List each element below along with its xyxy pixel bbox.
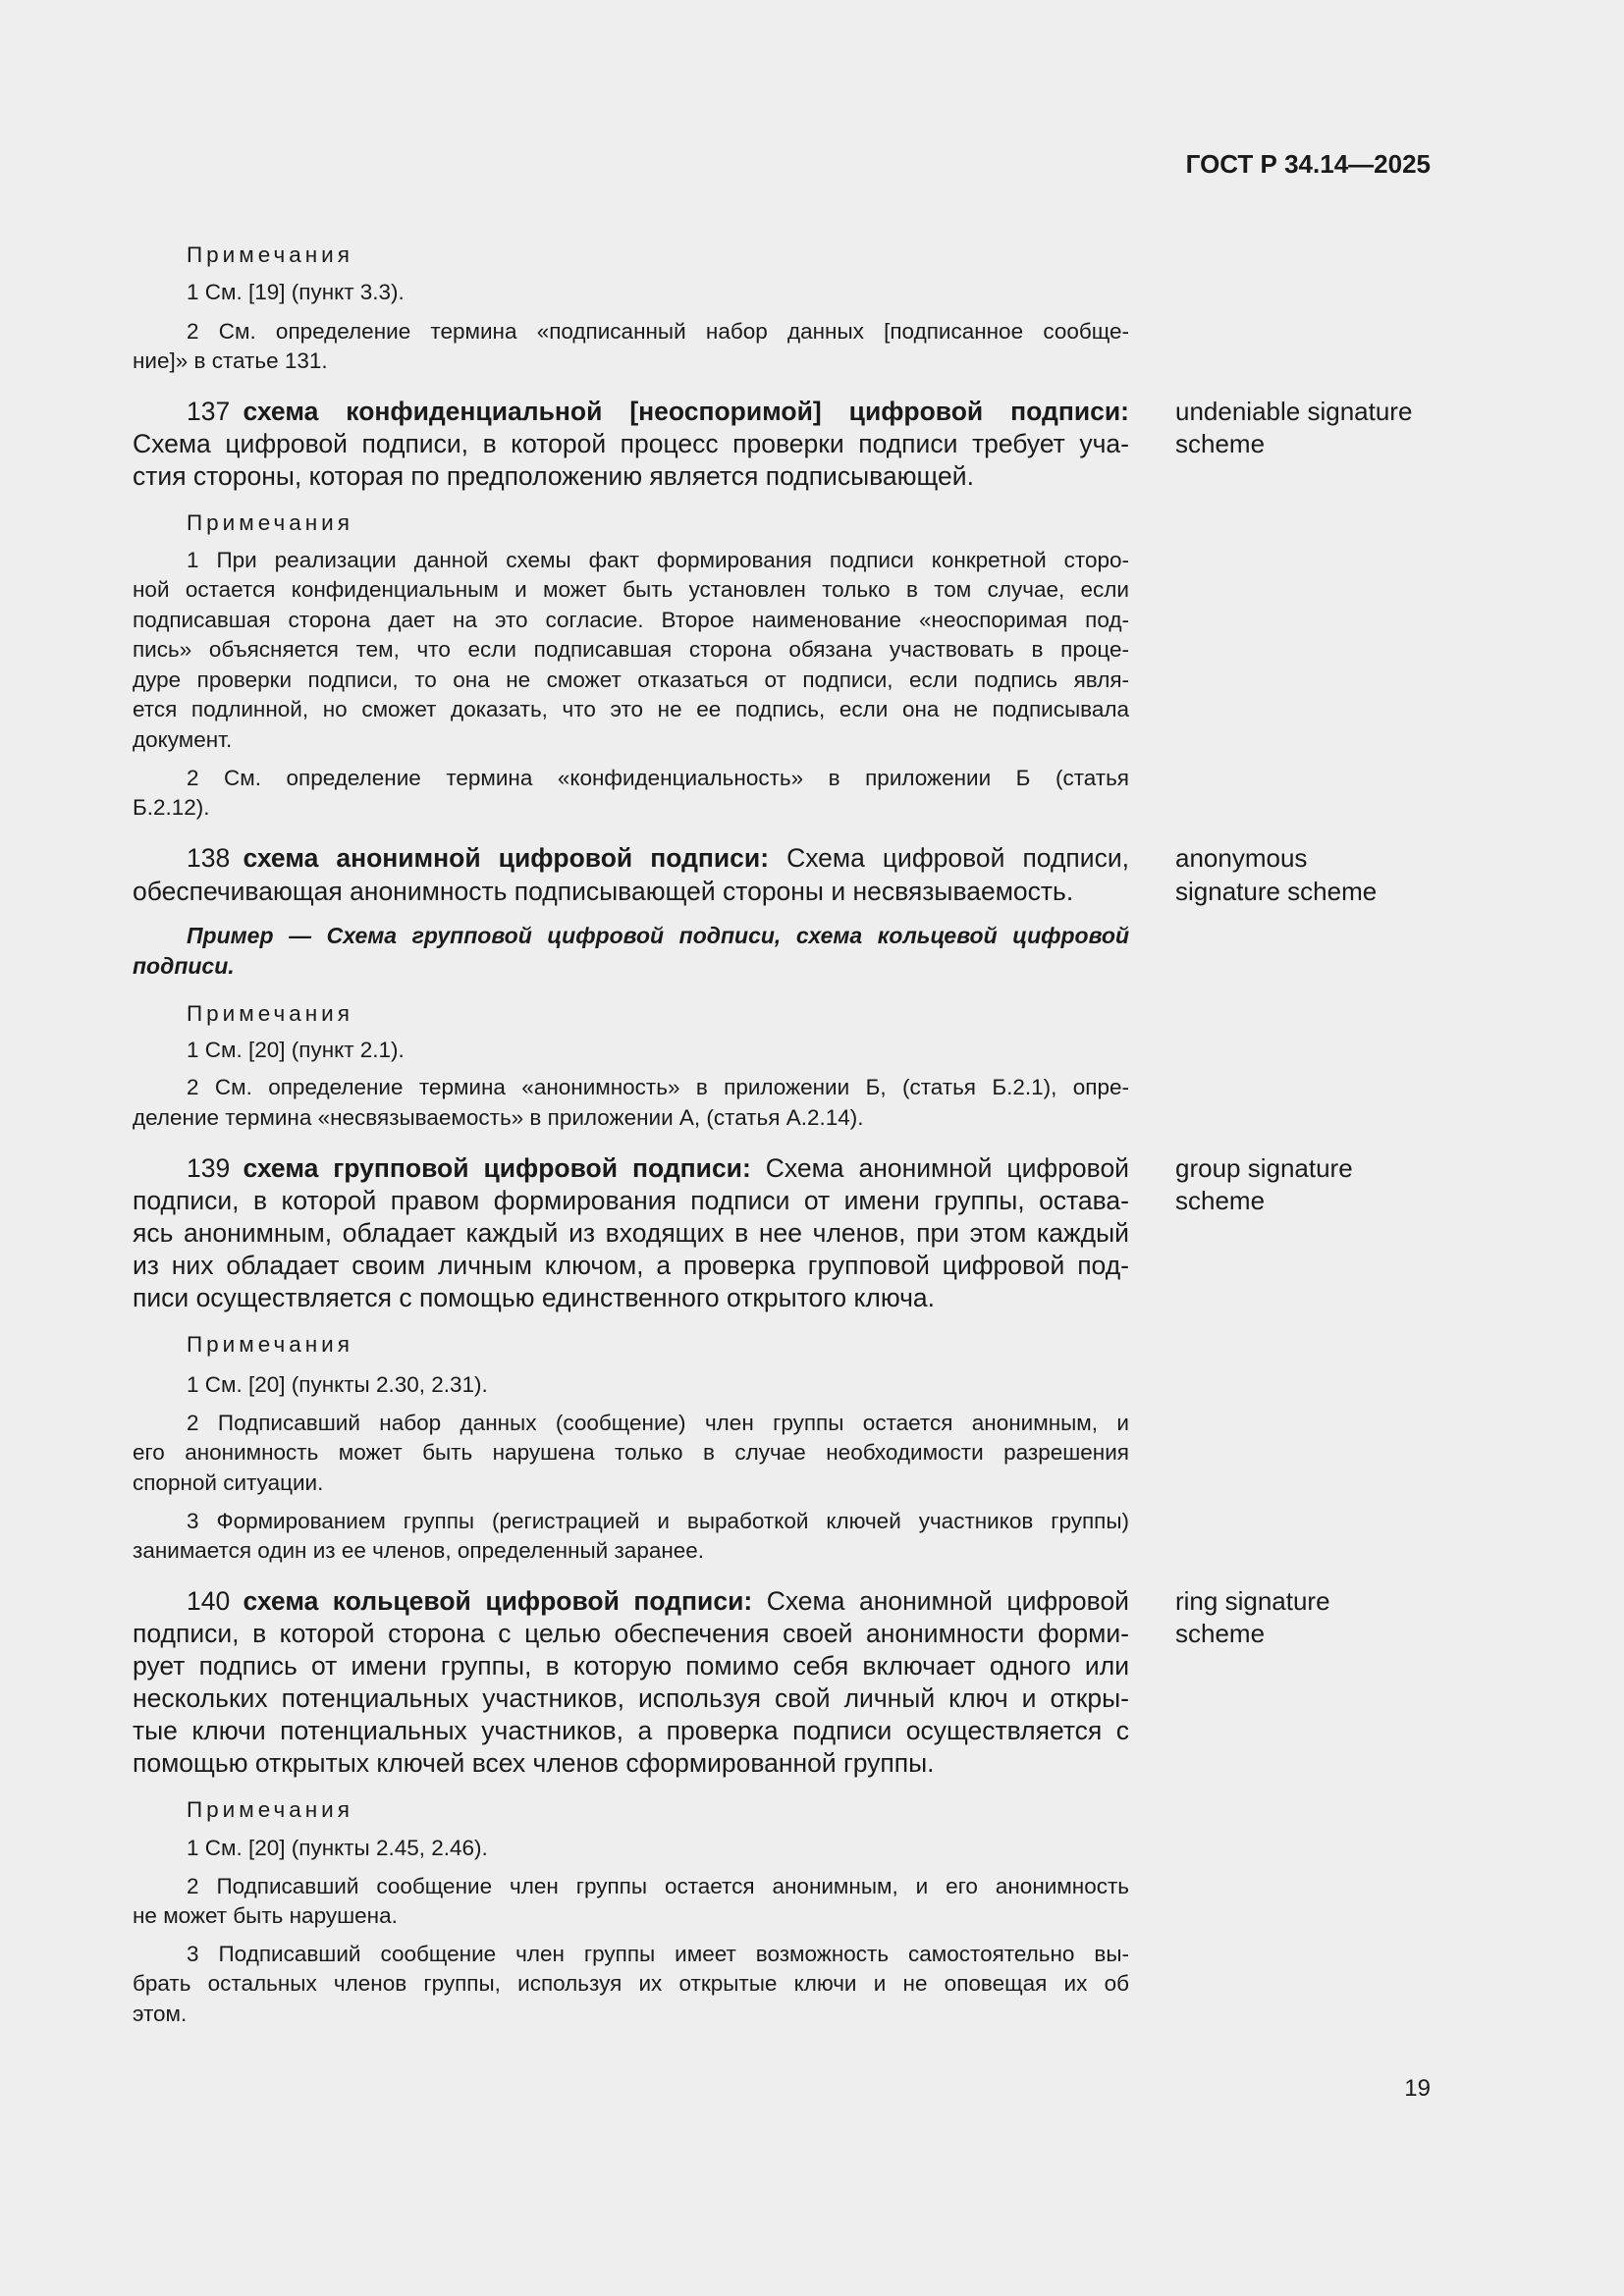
note-line <box>133 606 1129 635</box>
note-line <box>187 1507 1129 1536</box>
note-line <box>133 666 1129 695</box>
term-title: схема групповой цифровой подписи: <box>243 1153 751 1183</box>
line-text: ется подлинной, но сможет доказать, что это не ее подпись, если она не подписывала <box>133 697 1129 721</box>
line-text: тые ключи потенциальных участников, а проверка подписи осуществляется с <box>133 1716 1129 1745</box>
note-line <box>187 1834 488 1863</box>
term-number: 138 <box>187 843 231 873</box>
line-text: scheme <box>1175 429 1266 458</box>
document-header: ГОСТ Р 34.14—2025 <box>1185 149 1431 179</box>
line-text: ring signature <box>1175 1586 1330 1616</box>
term-line <box>133 876 1073 907</box>
line-text: 2 См. определение термина «конфиденциальность» в приложении Б (статья <box>187 766 1129 790</box>
term-line <box>133 1282 935 1313</box>
line-text: Примечания <box>187 510 353 535</box>
term-line <box>133 1217 1129 1249</box>
line-text: 1 См. [20] (пункт 2.1). <box>187 1038 405 1062</box>
english-term <box>1175 1585 1330 1617</box>
term-line <box>187 842 1129 874</box>
line-text: брать остальных членов группы, используя их открытые ключи и не оповещая их об <box>133 1971 1129 1996</box>
term-line <box>187 1585 1129 1617</box>
line-text: обеспечивающая анонимность подписывающей стороны и несвязываемость. <box>133 877 1074 906</box>
line-text: дуре проверки подписи, то она не сможет отказаться от подписи, если подпись явля- <box>133 667 1129 692</box>
line-text: этом. <box>133 2002 188 2026</box>
line-text: anonymous <box>1175 843 1308 873</box>
line-text: Схема цифровой подписи, в которой процесс проверки подписи требует уча- <box>133 429 1129 458</box>
line-text: 2 См. определение термина «подписанный набор данных [подписанное сообще- <box>187 319 1129 344</box>
line-text: подписи, в которой правом формирования подписи от имени группы, остава- <box>133 1186 1129 1215</box>
term-number: 139 <box>187 1153 231 1183</box>
line-text: из них обладает своим личным ключом, а проверка групповой цифровой под- <box>133 1251 1129 1280</box>
example-text <box>133 951 235 981</box>
term-line <box>133 1618 1129 1649</box>
term-title: схема анонимной цифровой подписи: <box>243 843 770 873</box>
term-line <box>133 428 1129 459</box>
english-term <box>1175 1618 1265 1649</box>
note-line <box>133 2000 187 2029</box>
line-text: Примечания <box>187 1001 353 1026</box>
line-text: Пример — Схема групповой цифровой подписи, схема кольцевой цифровой <box>187 923 1129 948</box>
note-line <box>187 317 1129 347</box>
line-text: подписавшая сторона дает на это согласие. Второе наименование «неоспоримая под- <box>133 608 1129 632</box>
page-number: 19 <box>1404 2075 1431 2102</box>
note-line <box>187 546 1129 575</box>
notes-heading <box>187 240 353 270</box>
term-number: 140 <box>187 1586 231 1616</box>
line-text: деление термина «несвязываемость» в приложении А, (статья А.2.14). <box>133 1105 864 1130</box>
note-line <box>133 1969 1129 1999</box>
line-text: 1 При реализации данной схемы факт формирования подписи конкретной сторо- <box>187 548 1129 572</box>
example-text <box>187 921 1129 950</box>
term-line <box>187 396 1129 427</box>
line-text: нескольких потенциальных участников, используя свой личный ключ и откры- <box>133 1683 1129 1713</box>
english-term <box>1175 876 1377 907</box>
note-line <box>133 635 1129 665</box>
notes-heading <box>187 1330 353 1360</box>
line-text: scheme <box>1175 1619 1266 1648</box>
line-text: стия стороны, которая по предположению является подписывающей. <box>133 461 974 491</box>
line-text: undeniable signature <box>1175 397 1413 426</box>
english-term <box>1175 1185 1265 1216</box>
term-line <box>187 1152 1129 1184</box>
line-text: Примечания <box>187 1797 353 1822</box>
line-text: его анонимность может быть нарушена только в случае необходимости разрешения <box>133 1440 1129 1465</box>
term-line <box>133 1747 935 1779</box>
line-text: подписи, в которой сторона с целью обеспечения своей анонимности форми- <box>133 1619 1129 1648</box>
line-text: Схема анонимной цифровой <box>766 1586 1129 1616</box>
note-line <box>187 1872 1129 1901</box>
line-text: Примечания <box>187 1332 353 1357</box>
note-line <box>187 278 405 307</box>
line-text: ной остается конфиденциальным и может быть установлен только в том случае, если <box>133 577 1129 602</box>
line-text: подписи. <box>133 953 235 979</box>
term-line <box>133 1682 1129 1714</box>
line-text: писи осуществляется с помощью единственного открытого ключа. <box>133 1283 936 1312</box>
note-line <box>133 575 1129 605</box>
line-text: рует подпись от имени группы, в которую помимо себя включает одного или <box>133 1651 1129 1681</box>
note-line <box>133 793 210 823</box>
term-number: 137 <box>187 397 231 426</box>
term-line <box>133 460 974 492</box>
note-line <box>187 1036 405 1065</box>
line-text: не может быть нарушена. <box>133 1903 398 1928</box>
note-line <box>133 725 232 755</box>
note-line <box>133 1103 864 1133</box>
line-text: scheme <box>1175 1186 1266 1215</box>
note-line <box>133 1901 398 1931</box>
notes-heading <box>187 999 353 1029</box>
notes-heading <box>187 508 353 538</box>
note-line <box>133 1438 1129 1468</box>
line-text: Схема анонимной цифровой <box>765 1153 1129 1183</box>
note-line <box>187 1370 488 1400</box>
note-line <box>133 347 328 376</box>
line-text: group signature <box>1175 1153 1353 1183</box>
line-text: 2 См. определение термина «анонимность» в приложении Б, (статья Б.2.1), опре- <box>187 1075 1129 1099</box>
line-text: 1 См. [20] (пункты 2.30, 2.31). <box>187 1372 488 1397</box>
line-text: помощью открытых ключей всех членов сформированной группы. <box>133 1748 935 1778</box>
notes-heading <box>187 1795 353 1825</box>
line-text: 1 См. [19] (пункт 3.3). <box>187 280 405 304</box>
line-text: пись» объясняется тем, что если подписавшая сторона обязана участвовать в проце- <box>133 637 1129 662</box>
term-line <box>133 1715 1129 1746</box>
note-line <box>187 1409 1129 1438</box>
term-line <box>133 1250 1129 1281</box>
line-text: 1 См. [20] (пункты 2.45, 2.46). <box>187 1836 488 1860</box>
term-title: схема конфиденциальной [неоспоримой] цифровой подписи: <box>243 397 1129 426</box>
term-line <box>133 1185 1129 1216</box>
line-text: ясь анонимным, обладает каждый из входящих в нее членов, при этом каждый <box>133 1218 1129 1248</box>
english-term <box>1175 842 1307 874</box>
line-text: занимается один из ее членов, определенный заранее. <box>133 1538 705 1563</box>
line-text: Б.2.12). <box>133 795 210 820</box>
line-text: 2 Подписавший набор данных (сообщение) член группы остается анонимным, и <box>187 1411 1129 1435</box>
note-line <box>187 764 1129 793</box>
line-text: signature scheme <box>1175 877 1378 906</box>
english-term <box>1175 428 1265 459</box>
line-text: Схема цифровой подписи, <box>786 843 1129 873</box>
line-text: спорной ситуации. <box>133 1470 324 1495</box>
note-line <box>187 1073 1129 1102</box>
note-line <box>133 695 1129 724</box>
line-text: Примечания <box>187 242 353 267</box>
english-term <box>1175 1152 1353 1184</box>
line-text: 3 Подписавший сообщение член группы имеет возможность самостоятельно вы- <box>187 1942 1129 1966</box>
line-text: 3 Формированием группы (регистрацией и выработкой ключей участников группы) <box>187 1509 1129 1533</box>
note-line <box>187 1940 1129 1969</box>
note-line <box>133 1468 323 1498</box>
term-line <box>133 1650 1129 1682</box>
note-line <box>133 1536 704 1566</box>
term-title: схема кольцевой цифровой подписи: <box>243 1586 753 1616</box>
line-text: 2 Подписавший сообщение член группы остается анонимным, и его анонимность <box>187 1874 1129 1898</box>
line-text: ние]» в статье 131. <box>133 348 328 373</box>
line-text: документ. <box>133 727 233 752</box>
english-term <box>1175 396 1412 427</box>
